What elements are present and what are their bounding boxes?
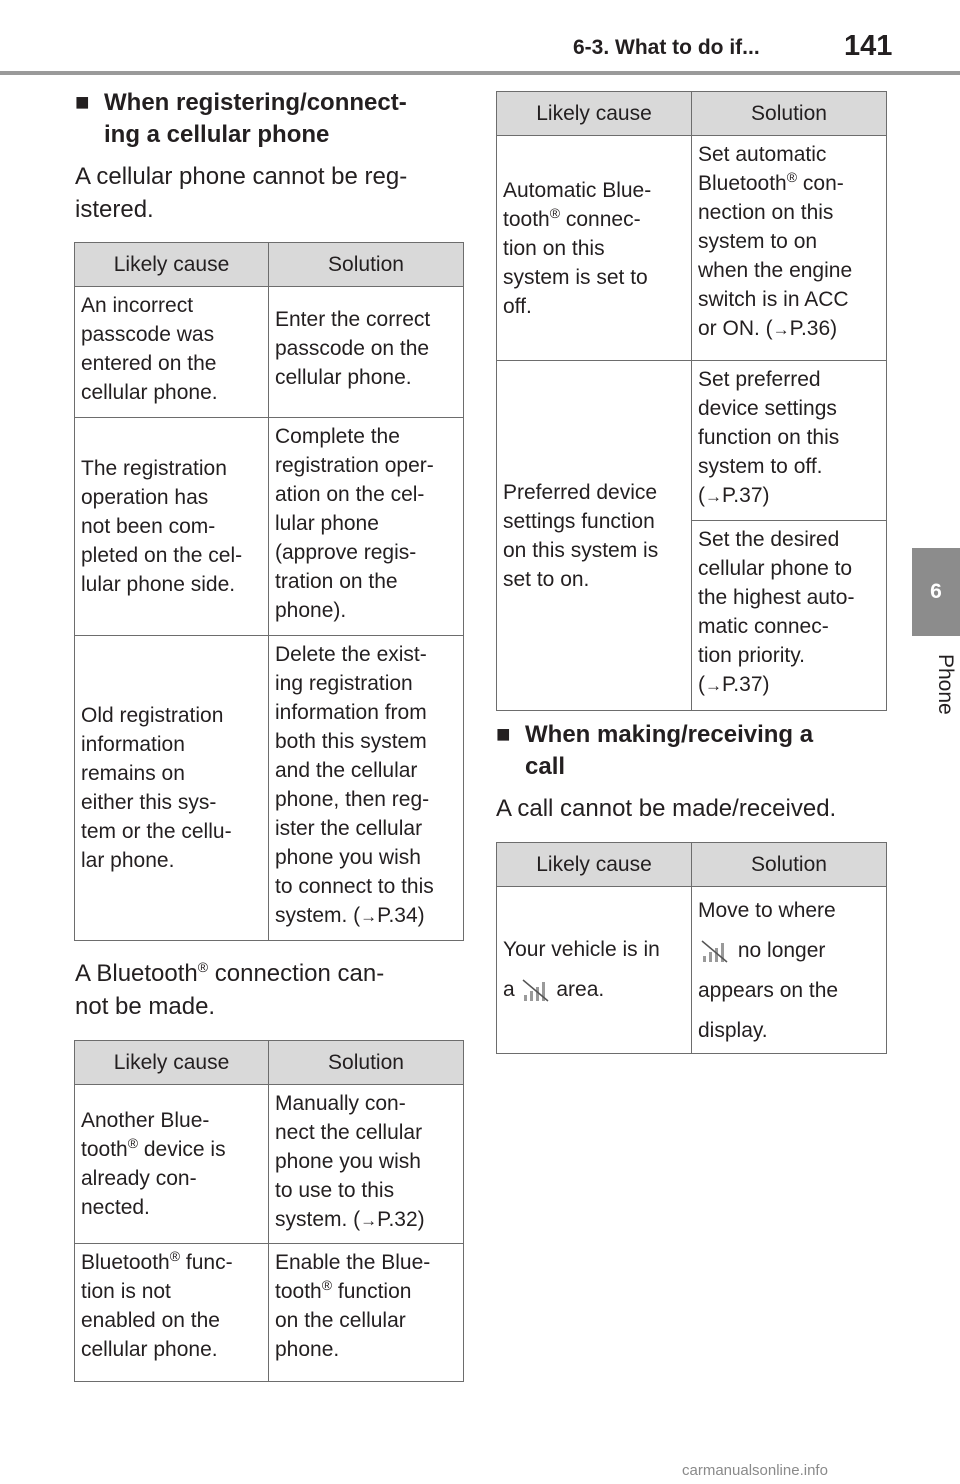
cause-cell: Preferred device settings function on this system is set to on. — [497, 361, 692, 711]
page-reference[interactable]: P.37) — [722, 673, 770, 696]
square-bullet-icon: ■ — [75, 89, 90, 116]
page-reference[interactable]: P.32) — [377, 1208, 425, 1231]
paragraph-bluetooth: A Bluetooth® connection can- not be made. — [75, 959, 385, 1020]
table-registration — [74, 242, 464, 941]
header-rule — [0, 71, 960, 75]
column-header-solution: Solution — [269, 243, 464, 287]
table-row — [75, 287, 464, 418]
solution-cell: Manually con- nect the cellular phone you wish to use to this system. (→P.32) — [269, 1085, 464, 1244]
page-reference[interactable]: P.34) — [377, 904, 425, 927]
heading-line: call — [525, 753, 566, 780]
chapter-label: Phone — [934, 654, 957, 715]
solution-cell: Delete the exist- ing registration information from both this system and the cellular phone, then reg- ister the cellular phone you wish to connect to this system. (→P.34) — [269, 636, 464, 941]
cause-cell: Automatic Blue- tooth® connec- tion on this system is set to off. — [497, 136, 692, 361]
cause-cell: The registration operation has not been com- pleted on the cel- lular phone side. — [75, 418, 269, 636]
heading-line: When registering/connect- — [104, 89, 407, 116]
arrow-icon: → — [360, 1211, 378, 1230]
page-reference[interactable]: P.37) — [722, 484, 770, 507]
table-row — [75, 1244, 464, 1382]
arrow-icon: → — [705, 487, 722, 506]
section-title: 6-3. What to do if... — [573, 36, 760, 59]
table-row — [75, 418, 464, 636]
cause-cell: An incorrect passcode was entered on the cellular phone. — [75, 287, 269, 418]
paragraph-cannot-call: A call cannot be made/received. — [496, 795, 837, 822]
solution-cell: Enable the Blue- tooth® function on the cellular phone. — [269, 1244, 464, 1382]
chapter-number: 6 — [930, 580, 942, 603]
arrow-icon: → — [705, 676, 722, 695]
cause-cell: Old registration information remains on either this sys- tem or the cellu- lar phone. — [75, 636, 269, 941]
heading-line: ing a cellular phone — [104, 121, 330, 148]
column-header-cause: Likely cause — [497, 843, 692, 887]
page-number: 141 — [844, 30, 893, 62]
table-row — [497, 361, 887, 521]
column-header-solution: Solution — [692, 92, 887, 136]
footer-watermark: carmanualsonline.info — [682, 1462, 828, 1479]
table-row — [75, 636, 464, 941]
solution-cell: Move to where no longer appears on the display. — [692, 887, 887, 1054]
column-header-cause: Likely cause — [75, 1041, 269, 1085]
solution-cell: Enter the correct passcode on the cellular phone. — [269, 287, 464, 418]
arrow-icon: → — [360, 907, 378, 926]
no-signal-icon — [521, 978, 551, 1002]
table-registration-continued — [496, 91, 887, 711]
page-reference[interactable]: P.36) — [789, 317, 838, 340]
cause-cell: Bluetooth® func- tion is not enabled on the cellular phone. — [75, 1244, 269, 1382]
table-bluetooth-connection — [74, 1040, 464, 1382]
column-header-solution: Solution — [269, 1041, 464, 1085]
table-calling — [496, 842, 887, 1054]
solution-cell: Set preferred device settings function on this system to off. (→P.37) — [692, 361, 887, 521]
heading-line: When making/receiving a — [525, 721, 814, 748]
paragraph-cannot-register: A cellular phone cannot be reg- istered. — [75, 163, 408, 223]
heading-registering — [75, 87, 475, 157]
cause-cell: Your vehicle is in a area. — [497, 887, 692, 1054]
solution-cell: Complete the registration oper- ation on the cel- lular phone (approve regis- tration on the phone). — [269, 418, 464, 636]
column-header-cause: Likely cause — [497, 92, 692, 136]
column-header-solution: Solution — [692, 843, 887, 887]
solution-cell: Set automatic Bluetooth® con- nection on this system to on when the engine switch is in ACC or ON. (→P.36) — [692, 136, 887, 361]
arrow-icon: → — [772, 320, 790, 339]
cause-cell: Another Blue- tooth® device is already con- nected. — [75, 1085, 269, 1244]
table-row — [497, 136, 887, 361]
column-header-cause: Likely cause — [75, 243, 269, 287]
chapter-tab — [912, 548, 960, 636]
table-row — [497, 887, 887, 1054]
square-bullet-icon: ■ — [496, 721, 511, 748]
table-row — [75, 1085, 464, 1244]
heading-calling — [496, 719, 896, 789]
no-signal-icon — [698, 939, 732, 963]
solution-cell: Set the desired cellular phone to the highest auto- matic connec- tion priority. (→P.37) — [692, 521, 887, 711]
